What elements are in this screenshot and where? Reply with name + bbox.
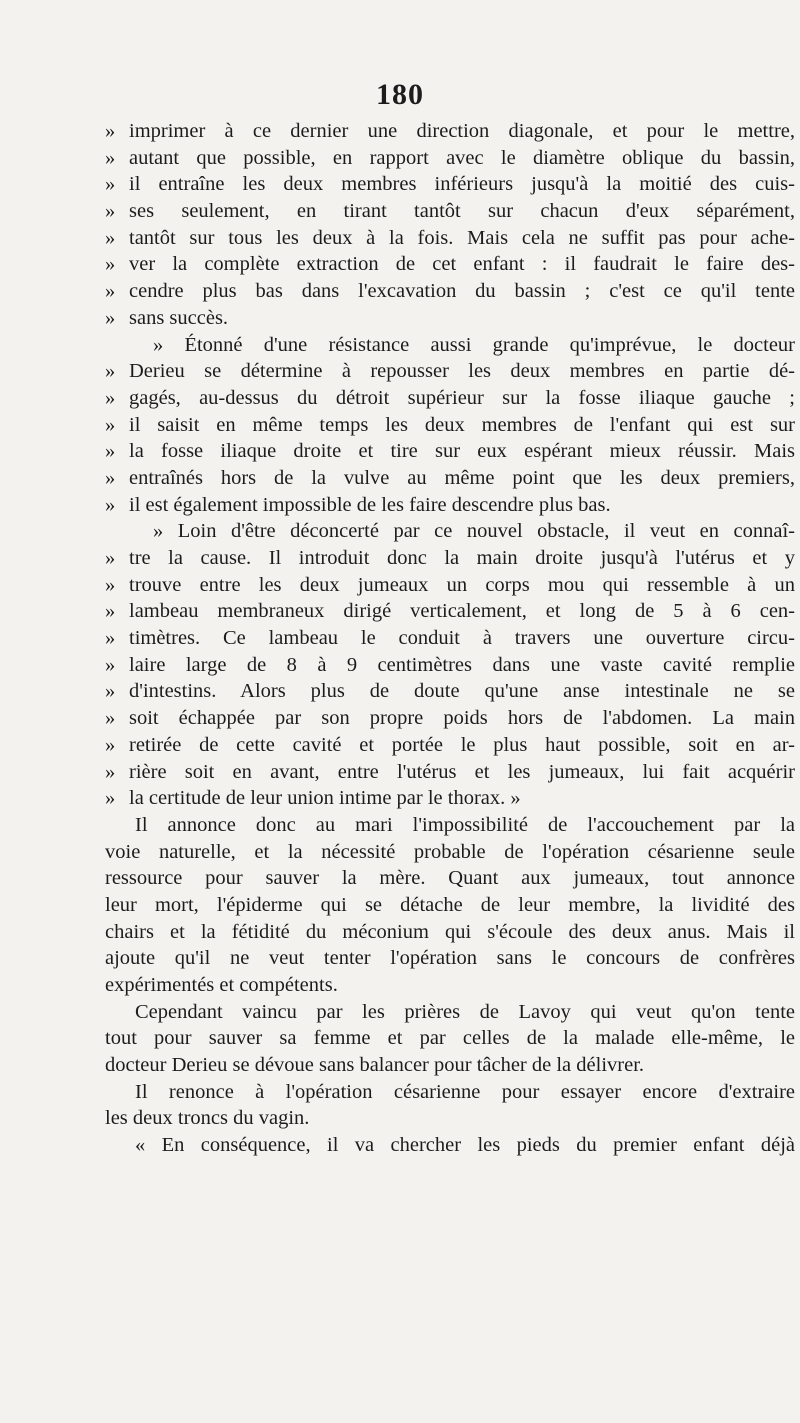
line-text: laire large de 8 à 9 centimètres dans une vaste cavité remplie [129,653,795,676]
text-line [105,705,795,732]
line-text: Il renonce à l'opération césarienne pour essayer encore d'extraire [135,1080,795,1103]
paragraph-line [105,1025,795,1052]
line-text: docteur Derieu se dévoue sans balancer pour tâcher de la délivrer. [105,1054,645,1077]
line-text: « En conséquence, il va chercher les pieds du premier enfant déjà [135,1134,795,1157]
line-text: Il annonce donc au mari l'impossibilité de l'accouchement par la [135,813,795,836]
paragraph-line [105,1105,795,1132]
paragraph-line [105,892,795,919]
line-text: il est également impossible de les faire descendre plus bas. [129,493,611,516]
line-text: tout pour sauver sa femme et par celles de la malade elle-même, le [105,1027,795,1050]
paragraph-line [105,839,795,866]
line-text: » Étonné d'une résistance aussi grande qu'imprévue, le docteur [153,333,795,356]
paragraph-line [105,1079,795,1106]
line-text: ajoute qu'il ne veut tenter l'opération sans le concours de confrères [105,947,795,970]
quote-mark: » [105,120,116,142]
line-text: trouve entre les deux jumeaux un corps mou qui ressemble à un [129,573,795,596]
quote-mark: » [105,493,116,516]
text-line [105,465,795,492]
quote-mark: » [105,146,116,169]
quote-mark: » [105,306,116,329]
text-line [105,278,795,305]
line-text: » Loin d'être déconcerté par ce nouvel obstacle, il veut en connaî- [153,520,795,543]
quote-mark: » [105,547,116,569]
line-text: soit échappée par son propre poids hors de l'abdomen. La main [129,707,795,730]
text-line [105,732,795,759]
line-text: Cependant vaincu par les prières de Lavoy qui veut qu'on tente [135,1000,795,1023]
text-line [105,598,795,625]
quote-mark: » [105,787,116,810]
text-line [105,118,795,145]
page-number: 180 [376,78,424,111]
line-text: rière soit en avant, entre l'utérus et les jumeaux, lui fait acquérir [129,760,795,783]
quote-mark: » [105,360,116,383]
line-text: les deux troncs du vagin. [105,1107,310,1130]
quote-mark: » [105,413,116,436]
line-text: tantôt sur tous les deux à la fois. Mais cela ne suffit pas pour ache- [129,226,795,249]
quote-mark: » [105,680,116,703]
quote-mark: » [105,280,116,303]
text-line [105,545,795,572]
line-text: entraînés hors de la vulve au même point que les deux premiers, [129,466,795,489]
paragraph-line [105,972,795,999]
line-text: ver la complète extraction de cet enfant : il faudrait le faire des- [129,253,795,276]
text-line [105,171,795,198]
paragraph-line [105,945,795,972]
text-line [105,198,795,225]
text-line [105,305,795,332]
text-line [105,492,795,519]
text-line [105,625,795,652]
quote-mark: » [105,707,116,730]
quote-mark: » [105,253,116,276]
line-text: Derieu se détermine à repousser les deux membres en partie dé- [129,360,795,383]
line-text: imprimer à ce dernier une direction diagonale, et pour le mettre, [129,120,795,142]
line-text: la fosse iliaque droite et tire sur eux espérant mieux réussir. Mais [129,440,795,463]
text-line [105,759,795,786]
quote-mark: » [105,466,116,489]
quote-mark [105,518,129,545]
text-line [105,652,795,679]
quote-mark: » [105,733,116,756]
text-line [105,225,795,252]
text-line [105,438,795,465]
quote-mark: » [105,600,116,623]
paragraph-line [105,919,795,946]
text-line [105,358,795,385]
body-text [105,118,795,1159]
line-text: ressource pour sauver la mère. Quant aux jumeaux, tout annonce [105,867,795,890]
paragraph-line [105,812,795,839]
line-text: gagés, au-dessus du détroit supérieur sur la fosse iliaque gauche ; [129,386,795,409]
line-text: sans succès. [129,306,229,329]
text-line [105,678,795,705]
text-line [105,412,795,439]
quote-mark: » [105,440,116,463]
line-text: cendre plus bas dans l'excavation du bassin ; c'est ce qu'il tente [129,280,795,303]
line-text: leur mort, l'épiderme qui se détache de leur membre, la lividité des [105,893,795,916]
paragraph-line [105,999,795,1026]
text-line [105,385,795,412]
quote-mark: » [105,200,116,223]
paragraph-line [105,1052,795,1079]
text-line [105,572,795,599]
quote-mark: » [105,627,116,650]
line-text: timètres. Ce lambeau le conduit à travers une ouverture circu- [129,627,795,650]
quote-mark: » [105,173,116,196]
quote-mark: » [105,226,116,249]
text-line [105,251,795,278]
quote-mark: » [105,573,116,596]
paragraph-line [105,1132,795,1159]
line-text: autant que possible, en rapport avec le diamètre oblique du bassin, [129,146,795,169]
text-line [105,518,795,545]
line-text: d'intestins. Alors plus de doute qu'une anse intestinale ne se [129,680,795,703]
line-text: il entraîne les deux membres inférieurs jusqu'à la moitié des cuis- [129,173,795,196]
quote-mark: » [105,386,116,409]
line-text: chairs et la fétidité du méconium qui s'écoule des deux anus. Mais il [105,920,795,943]
line-text: la certitude de leur union intime par le thorax. » [129,787,521,810]
quote-mark: » [105,760,116,783]
line-text: lambeau membraneux dirigé verticalement, et long de 5 à 6 cen- [129,600,795,623]
quote-mark: » [105,653,116,676]
text-line [105,332,795,359]
line-text: tre la cause. Il introduit donc la main droite jusqu'à l'utérus et y [129,547,795,569]
line-text: il saisit en même temps les deux membres de l'enfant qui est sur [129,413,795,436]
line-text: voie naturelle, et la nécessité probable de l'opération césarienne seule [105,840,795,863]
line-text: retirée de cette cavité et portée le plus haut possible, soit en ar- [129,733,795,756]
line-text: ses seulement, en tirant tantôt sur chacun d'eux séparément, [129,200,795,223]
text-line [105,145,795,172]
paragraph-line [105,865,795,892]
text-line [105,785,795,812]
quote-mark [105,332,129,359]
line-text: expérimentés et compétents. [105,974,338,996]
